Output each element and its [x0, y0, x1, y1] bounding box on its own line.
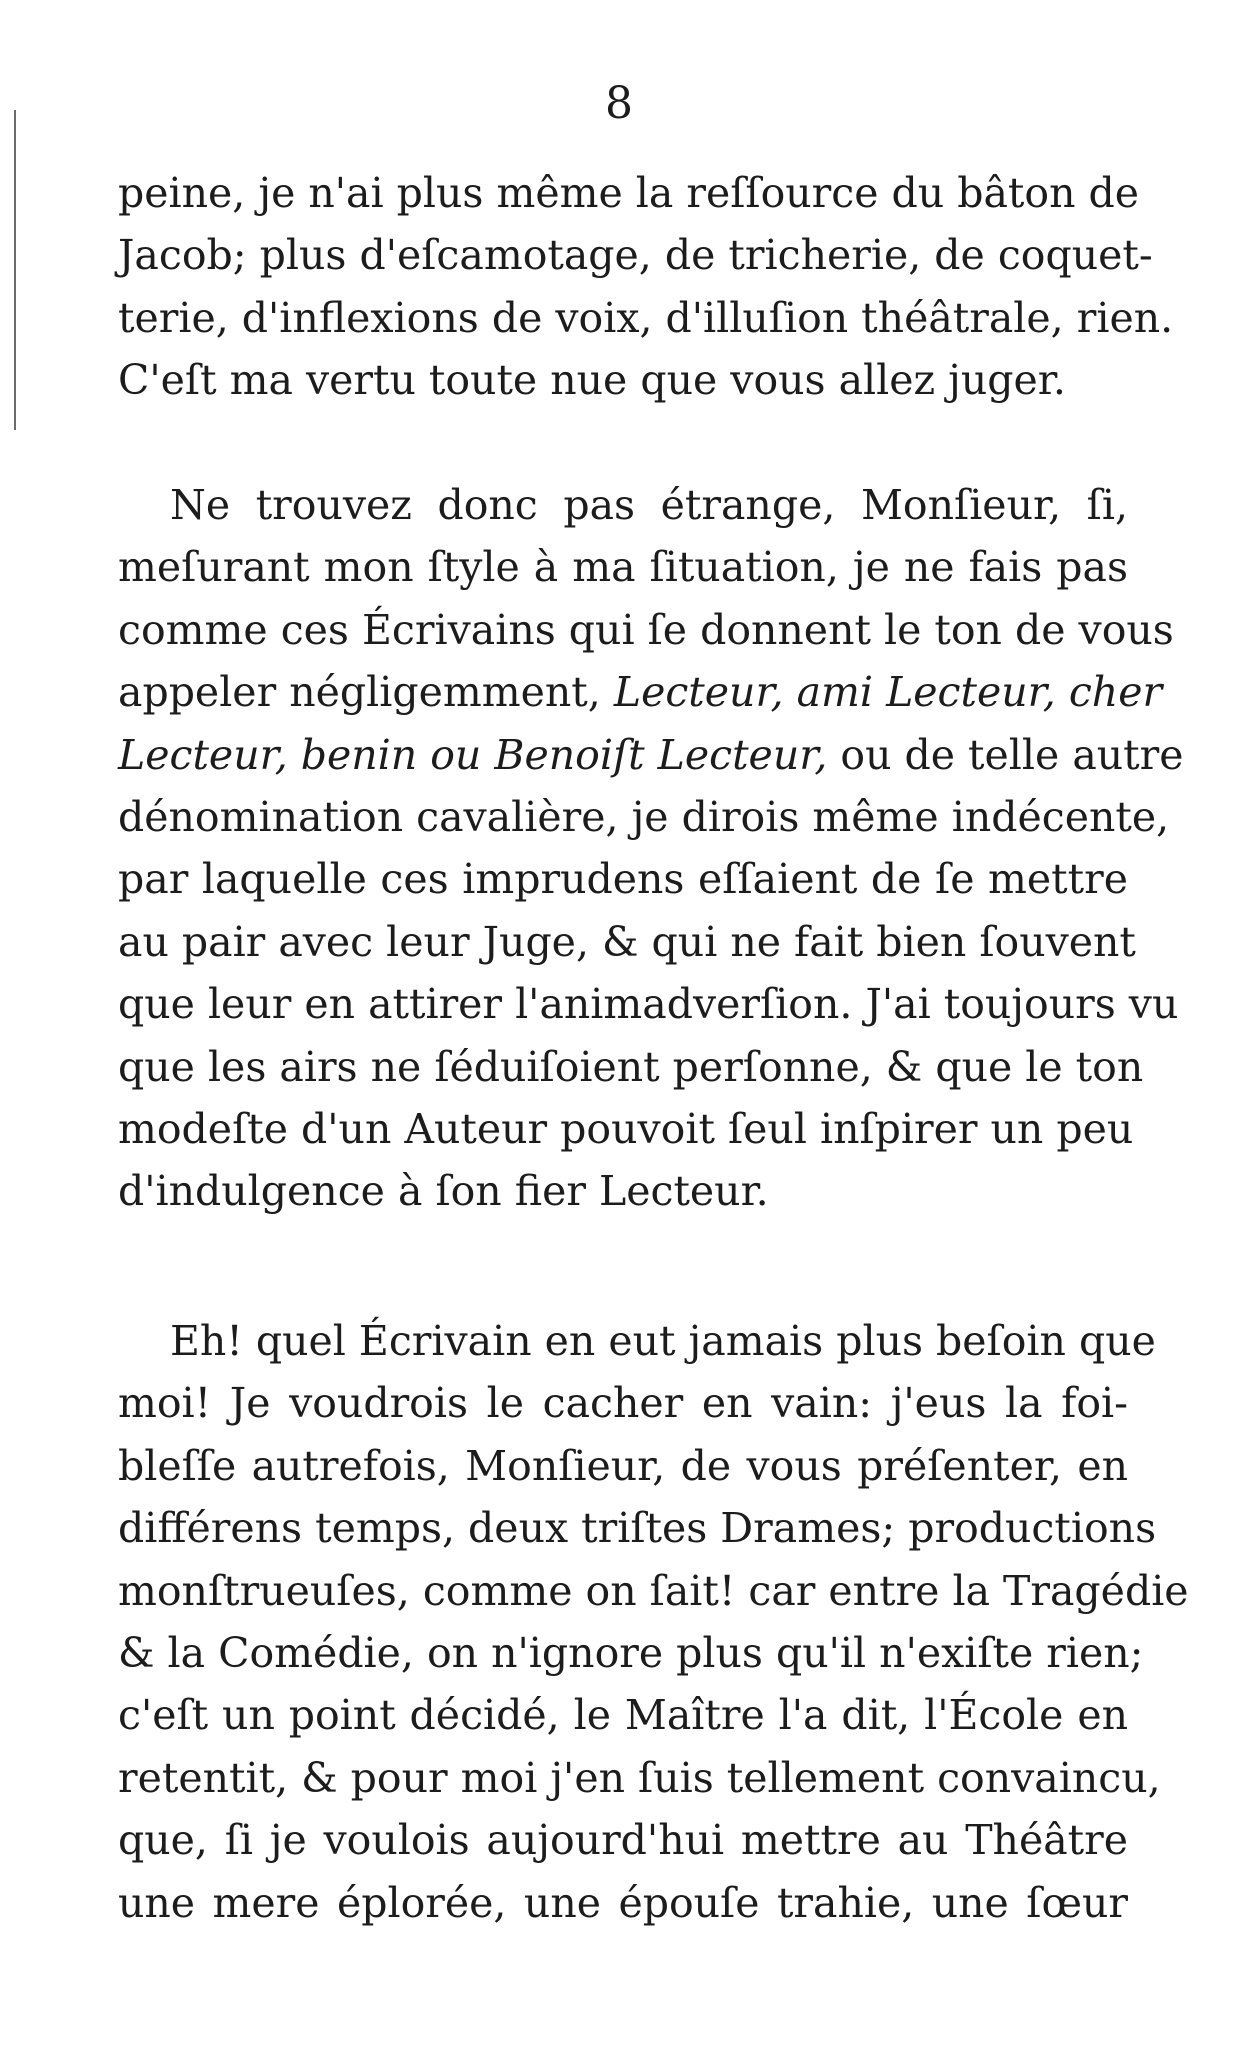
text-line: moi! Je voudrois le cacher en vain: j'eus la foi- — [118, 1379, 1128, 1428]
paragraph-ecrivain — [118, 1310, 1189, 1934]
text-line: que les airs ne ſéduiſoient perſonne, & que le ton — [118, 1042, 1144, 1091]
text-line: modeſte d'un Auteur pouvoit ſeul inſpirer un peu — [118, 1105, 1134, 1154]
text-line: une mere éplorée, une épouſe trahie, une ſœur — [118, 1878, 1128, 1927]
text-line: Ne trouvez donc pas étrange, Monſieur, ſi, — [170, 481, 1128, 529]
italic-run: Lecteur, ami Lecteur, cher — [613, 668, 1163, 717]
margin-rule — [14, 110, 16, 430]
text-line: d'indulgence à ſon fier Lecteur. — [118, 1167, 769, 1216]
text-line: bleſſe autrefois, Monſieur, de vous préſenter, en — [118, 1441, 1128, 1490]
text-line: par laquelle ces imprudens eſſaient de ſe mettre — [118, 855, 1128, 904]
text-line: que, ſi je voulois aujourd'hui mettre au Théâtre — [118, 1816, 1128, 1865]
paragraph-lecteur — [118, 474, 1184, 1223]
text-line-mixed — [118, 661, 1163, 723]
text-line: & la Comédie, on n'ignore plus qu'il n'exiſte rien; — [118, 1629, 1144, 1678]
text-line: meſurant mon ſtyle à ma ſituation, je ne fais pas — [118, 543, 1128, 592]
text-line: dénomination cavalière, je dirois même indécente, — [118, 793, 1170, 842]
text-line: monſtrueuſes, comme on ſait! car entre la Tragédie — [118, 1566, 1189, 1615]
text-line: comme ces Écrivains qui ſe donnent le ton de vous — [118, 605, 1174, 654]
text-run: ou de telle autre — [827, 730, 1184, 779]
text-line: retentit, & pour moi j'en ſuis tellement convaincu, — [118, 1753, 1161, 1802]
text-line: terie, d'inflexions de voix, d'illuſion théâtrale, rien. — [118, 293, 1174, 342]
text-line: c'eſt un point décidé, le Maître l'a dit, l'École en — [118, 1691, 1128, 1740]
text-line: C'eſt ma vertu toute nue que vous allez juger. — [118, 356, 1066, 405]
page-number: 8 — [605, 78, 633, 129]
italic-run: Lecteur, benin ou Benoiſt Lecteur, — [118, 730, 828, 779]
text-line: peine, je n'ai plus même la reſſource du bâton de — [118, 169, 1140, 217]
text-line: Jacob; plus d'eſcamotage, de tricherie, de coquet- — [118, 231, 1153, 280]
text-line: que leur en attirer l'animadverſion. J'ai toujours vu — [118, 980, 1179, 1029]
paragraph-continuation — [118, 162, 1174, 412]
text-line-mixed — [118, 724, 1184, 786]
text-run: appeler négligemment, — [118, 668, 601, 717]
text-line: au pair avec leur Juge, & qui ne fait bien ſouvent — [118, 917, 1136, 966]
text-line: différens temps, deux triſtes Drames; productions — [118, 1504, 1157, 1553]
text-line: Eh! quel Écrivain en eut jamais plus beſoin que — [170, 1317, 1156, 1365]
